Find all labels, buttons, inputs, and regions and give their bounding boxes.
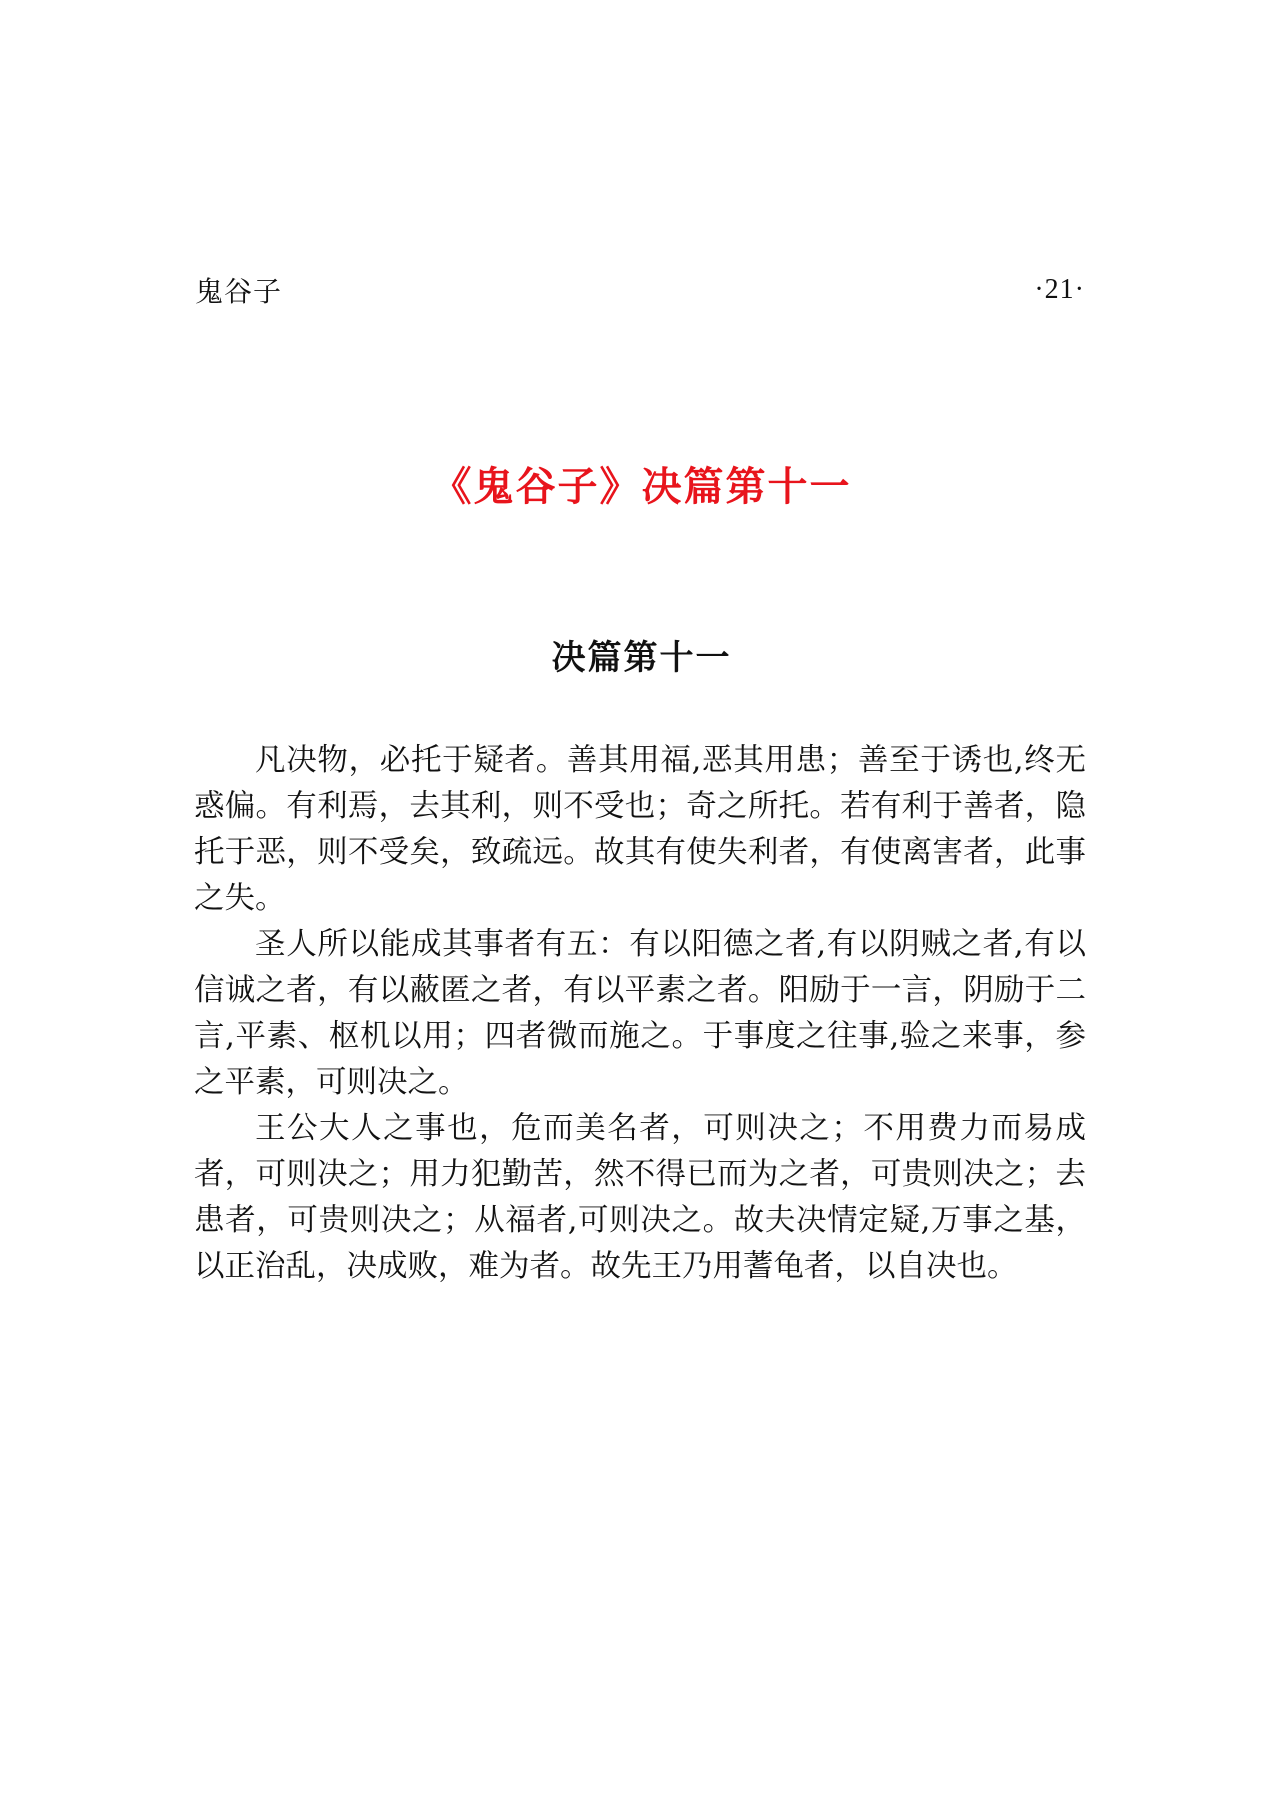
section-title: 决篇第十一 bbox=[551, 638, 732, 678]
page-number: ·21· bbox=[1034, 274, 1085, 305]
paragraph: 凡决物，必托于疑者。善其用福,恶其用患；善至于诱也,终无惑偏。有利焉，去其利，则不受也；奇之所托。若有利于善者，隐托于恶，则不受矣，致疏远。故其有使失利者，有使离害者，此事之失。 bbox=[194, 743, 1086, 916]
body-text bbox=[194, 738, 1086, 1290]
chapter-title: 《鬼谷子》决篇第十一 bbox=[431, 464, 852, 510]
running-header bbox=[195, 270, 1085, 310]
book-title: 鬼谷子 bbox=[195, 275, 283, 308]
paragraph: 王公大人之事也，危而美名者，可则决之；不用费力而易成者，可则决之；用力犯勤苦，然不得已而为之者，可贵则决之；去患者，可贵则决之；从福者,可则决之。故夫决情定疑,万事之基，以正治乱，决成败，难为者。故先王乃用蓍龟者，以自决也。 bbox=[194, 1111, 1086, 1284]
paragraph: 圣人所以能成其事者有五：有以阳德之者,有以阴贼之者,有以信诚之者，有以蔽匿之者，有以平素之者。阳励于一言，阴励于二言,平素、枢机以用；四者微而施之。于事度之往事,验之来事，参之平素，可则决之。 bbox=[194, 927, 1086, 1100]
